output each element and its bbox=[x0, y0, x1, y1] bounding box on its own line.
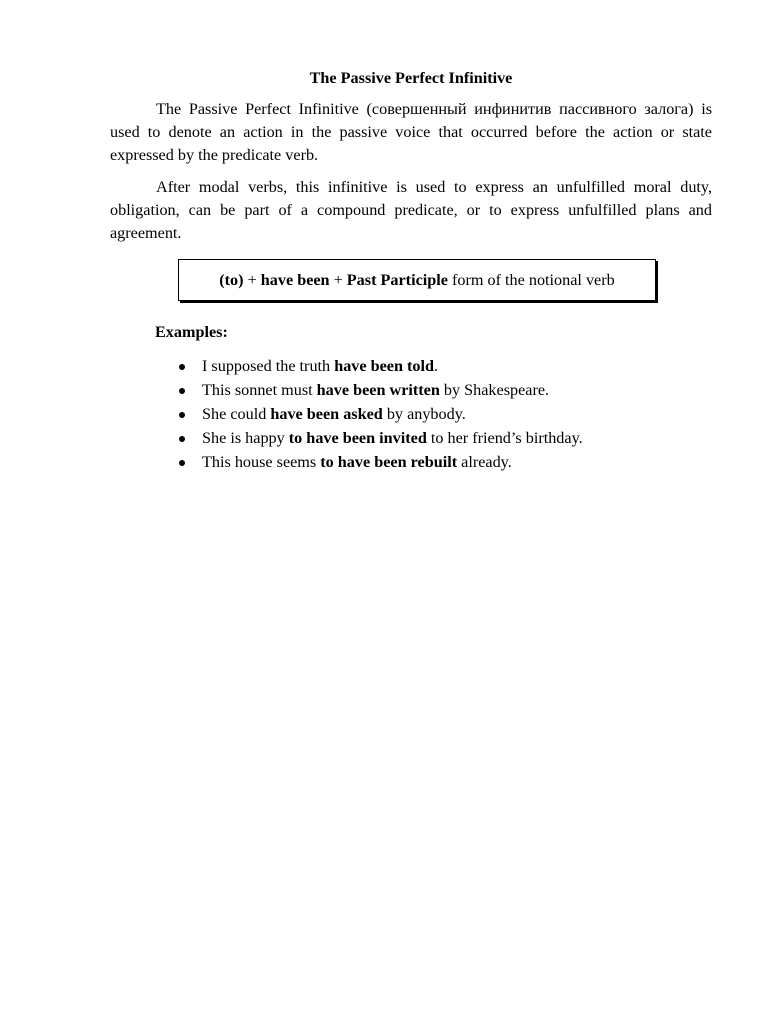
formula-rest: form of the notional verb bbox=[447, 270, 615, 289]
example-bold: to have been rebuilt bbox=[320, 453, 458, 471]
formula-plus-1: + bbox=[243, 270, 261, 289]
document-title: The Passive Perfect Infinitive bbox=[309, 69, 513, 87]
examples-list bbox=[110, 354, 712, 474]
example-text: I supposed the truth bbox=[202, 357, 335, 375]
bullet-icon bbox=[179, 436, 185, 442]
example-tail: by anybody. bbox=[382, 405, 466, 423]
document-page bbox=[110, 66, 712, 474]
bullet-icon bbox=[179, 364, 185, 370]
formula-past-participle: Past Participle bbox=[346, 270, 448, 289]
formula-have-been: have been bbox=[260, 270, 330, 289]
example-bold: have been told bbox=[334, 357, 435, 375]
example-text: She could bbox=[202, 405, 271, 423]
examples-heading: Examples: bbox=[155, 323, 228, 341]
example-bold: to have been invited bbox=[288, 429, 427, 447]
bullet-icon bbox=[179, 388, 185, 394]
formula-to: (to) bbox=[219, 270, 244, 289]
example-bold: have been asked bbox=[270, 405, 383, 423]
example-tail: . bbox=[434, 357, 439, 375]
bullet-icon bbox=[179, 412, 185, 418]
paragraph-definition: The Passive Perfect Infinitive (совершенный инфинитив пассивного залога) is used to denote an action in the passive voice that occurred before the action or state expressed by the predicate verb. bbox=[110, 100, 712, 164]
bullet-icon bbox=[179, 460, 185, 466]
example-tail: already. bbox=[457, 453, 512, 471]
paragraph-modal-usage: After modal verbs, this infinitive is used to express an unfulfilled moral duty, obligation, can be part of a compound predicate, or to express unfulfilled plans and agreement. bbox=[110, 178, 712, 242]
list-item bbox=[179, 378, 712, 402]
list-item bbox=[179, 402, 712, 426]
example-tail: by Shakespeare. bbox=[439, 381, 550, 399]
example-tail: to her friend’s birthday. bbox=[426, 429, 583, 447]
formula-box bbox=[178, 259, 656, 301]
list-item bbox=[179, 354, 712, 378]
list-item bbox=[179, 426, 712, 450]
example-text: This sonnet must bbox=[202, 381, 317, 399]
example-bold: have been written bbox=[316, 381, 440, 399]
example-text: She is happy bbox=[202, 429, 289, 447]
list-item bbox=[179, 450, 712, 474]
example-text: This house seems bbox=[202, 453, 321, 471]
formula-plus-2: + bbox=[329, 270, 347, 289]
